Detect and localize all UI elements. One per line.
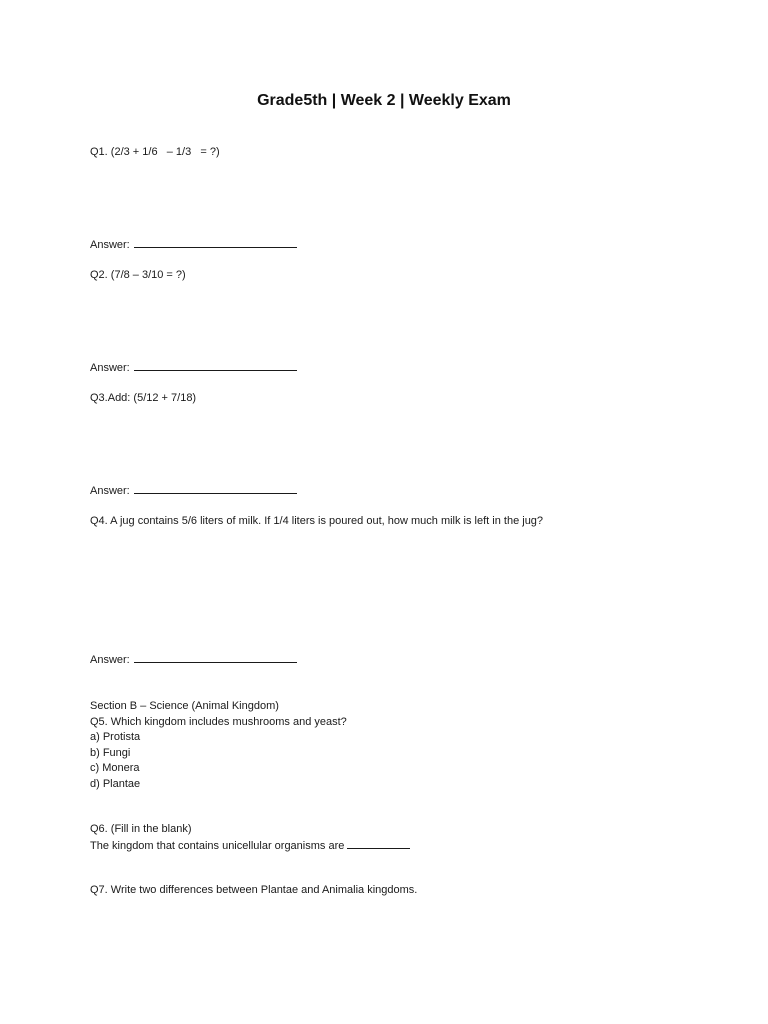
answer-line-3 [90, 483, 297, 500]
question-6-label: Q6. (Fill in the blank) [90, 823, 192, 835]
page-title: Grade5th | Week 2 | Weekly Exam [257, 92, 511, 109]
question-2: Q2. (7/8 – 3/10 = ?) [90, 269, 186, 281]
answer-blank-2[interactable] [134, 360, 297, 371]
section-b-heading: Section B – Science (Animal Kingdom) [90, 700, 279, 712]
answer-blank-3[interactable] [134, 483, 297, 494]
question-1: Q1. (2/3 + 1/6 – 1/3 = ?) [90, 146, 220, 158]
question-6 [90, 838, 410, 855]
answer-line-1 [90, 237, 297, 254]
fill-blank-6[interactable] [347, 838, 410, 849]
answer-label: Answer: [90, 654, 130, 666]
question-4: Q4. A jug contains 5/6 liters of milk. If 1/4 liters is poured out, how much milk is left in the jug? [90, 515, 544, 527]
answer-blank-4[interactable] [134, 652, 297, 663]
question-5: Q5. Which kingdom includes mushrooms and yeast? [90, 715, 347, 728]
answer-label: Answer: [90, 362, 130, 374]
answer-line-2 [90, 360, 297, 377]
q5-option-c: c) Monera [90, 762, 140, 774]
answer-blank-1[interactable] [134, 237, 297, 248]
answer-line-4 [90, 652, 297, 669]
question-3: Q3.Add: (5/12 + 7/18) [90, 392, 197, 404]
answer-label: Answer: [90, 485, 130, 497]
question-6-text: The kingdom that contains unicellular organisms are [90, 839, 345, 852]
q5-option-d: d) Plantae [90, 777, 141, 790]
q5-option-a: a) Protista [90, 731, 141, 743]
question-7: Q7. Write two differences between Plantae and Animalia kingdoms. [90, 884, 418, 896]
answer-label: Answer: [90, 239, 130, 251]
q5-option-b: b) Fungi [90, 746, 131, 759]
